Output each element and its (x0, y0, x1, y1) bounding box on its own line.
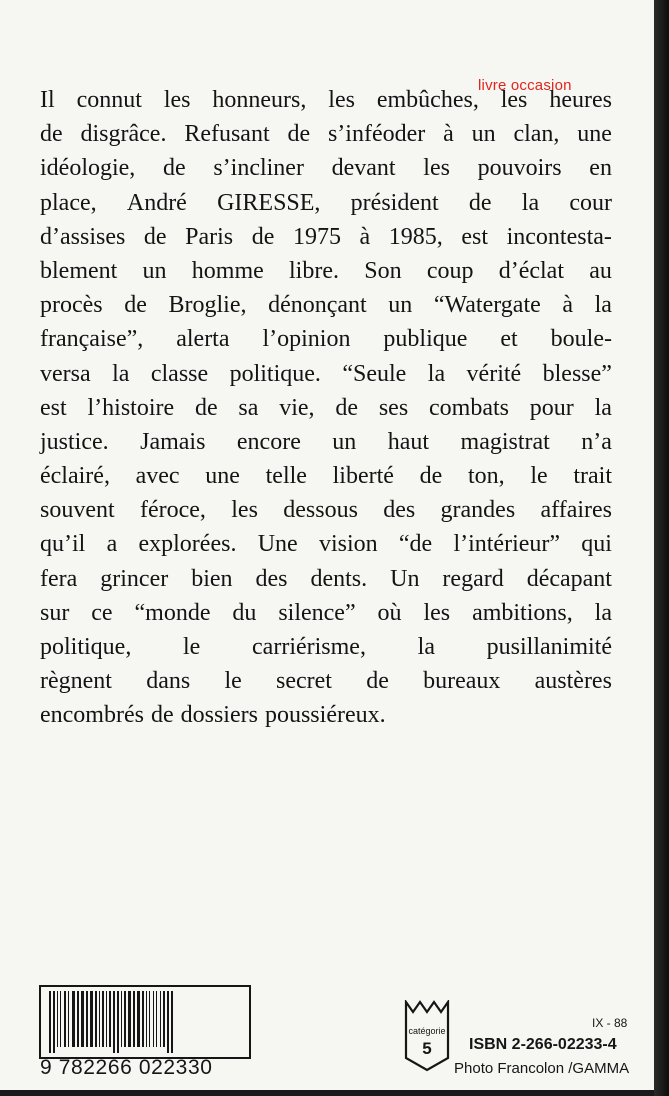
barcode-bar (133, 991, 135, 1047)
blurb-word: “Seule (342, 360, 407, 387)
blurb-word: de (143, 223, 167, 250)
blurb-word: au (589, 257, 612, 284)
blurb-line (40, 425, 612, 459)
blurb-word: en (589, 155, 612, 182)
blurb-word: politique, (40, 634, 132, 660)
blurb-word: fera (40, 565, 78, 592)
barcode-bar (153, 991, 154, 1047)
blurb-word: de (251, 223, 275, 250)
blurb-word: à (443, 121, 454, 148)
barcode-bar (77, 991, 79, 1047)
blurb-word: connut (76, 87, 142, 113)
blurb-word: bureaux (423, 668, 501, 695)
blurb-word: “Watergate (433, 292, 541, 319)
blurb-word: a (106, 531, 118, 558)
blurb-word: place, (40, 189, 97, 216)
blurb-word: 1975 (292, 223, 341, 250)
blurb-word: dossiers (180, 702, 258, 729)
blurb-word: de (419, 463, 443, 490)
barcode-bar (149, 991, 150, 1047)
blurb-word: pour (529, 394, 574, 421)
barcode-bar (102, 991, 104, 1047)
blurb-word: Il (40, 87, 55, 113)
blurb-word: de (150, 702, 174, 729)
blurb-word: un (388, 292, 413, 319)
blurb-word: homme (191, 257, 264, 284)
blurb-word: le (183, 634, 201, 660)
barcode-bar (163, 991, 165, 1047)
blurb-word: secret (276, 668, 332, 695)
blurb-word: les (500, 87, 528, 113)
blurb-word: éclairé, (40, 463, 110, 490)
barcode-bar (64, 991, 66, 1047)
barcode-bar (106, 991, 107, 1047)
blurb-word: le (224, 668, 242, 695)
barcode-bar (49, 991, 51, 1053)
category-shield-icon (404, 1000, 450, 1072)
blurb-line (40, 493, 612, 527)
barcode-number: 9 782266 022330 (40, 1056, 213, 1079)
blurb-word: versa (40, 360, 91, 387)
blurb-word: magistrat (460, 428, 550, 455)
barcode-bar (109, 991, 111, 1047)
blurb-word: bien (191, 565, 233, 592)
blurb-word: Jamais (140, 428, 206, 455)
barcode-bar (137, 991, 140, 1047)
blurb-word: pusillanimité (486, 634, 612, 660)
blurb-word: regard (442, 565, 504, 592)
blurb-word: de (287, 121, 311, 148)
blurb-word: blesse” (542, 360, 612, 387)
blurb-word: et (500, 326, 518, 353)
barcode-bar (128, 991, 131, 1047)
blurb-paragraph (40, 83, 612, 733)
blurb-word: cour (569, 189, 612, 216)
photo-credit: Photo Francolon /GAMMA (454, 1060, 630, 1077)
blurb-word: ton, (467, 463, 505, 490)
blurb-word: grincer (100, 565, 169, 592)
blurb-word: d’éclat (498, 257, 565, 284)
blurb-word: publique (383, 326, 468, 353)
blurb-word: grandes (440, 497, 516, 524)
barcode-bar (171, 991, 173, 1053)
blurb-word: sa (238, 394, 259, 421)
blurb-word: coup (426, 257, 474, 284)
blurb-word: ambitions, (472, 599, 573, 626)
blurb-word: s’incliner (213, 155, 304, 182)
barcode-bar (124, 991, 126, 1047)
blurb-word: ce (91, 599, 113, 626)
blurb-word: des (383, 497, 416, 524)
barcode-bar (60, 991, 61, 1047)
blurb-word: la (427, 360, 446, 387)
blurb-word: d’assises (40, 223, 126, 250)
blurb-line (40, 527, 612, 561)
blurb-word: la (594, 394, 612, 421)
blurb-word: une (577, 121, 612, 148)
blurb-word: l’histoire (87, 394, 175, 421)
blurb-word: de (162, 155, 186, 182)
blurb-word: encore (236, 428, 301, 455)
blurb-line (40, 322, 612, 356)
blurb-word: incontesta- (506, 223, 612, 250)
blurb-line (40, 254, 612, 288)
blurb-word: pouvoirs (477, 155, 562, 182)
blurb-word: vision (318, 531, 378, 558)
blurb-line (40, 83, 612, 117)
blurb-word: l’intérieur” (453, 531, 561, 558)
blurb-word: alerta (176, 326, 230, 353)
barcode-bar (57, 991, 58, 1047)
barcode-bar (121, 991, 122, 1047)
blurb-word: les (163, 87, 191, 113)
blurb-word: Son (364, 257, 402, 284)
category-label: catégorie (408, 1026, 446, 1036)
blurb-word: est (40, 394, 67, 421)
blurb-word: combats (429, 394, 509, 421)
blurb-word: heures (549, 87, 612, 113)
barcode-bar (142, 991, 144, 1047)
book-edge (654, 0, 669, 1096)
barcode-bar (160, 991, 161, 1047)
blurb-line (40, 186, 612, 220)
blurb-line (40, 288, 612, 322)
blurb-word: GIRESSE, (217, 189, 321, 216)
blurb-word: classe (150, 360, 209, 387)
blurb-word: française”, (40, 326, 144, 353)
blurb-word: encombrés (40, 702, 144, 729)
blurb-word: politique. (229, 360, 321, 387)
barcode-bar (68, 991, 69, 1047)
blurb-word: sur (40, 599, 70, 626)
blurb-word: la (521, 189, 540, 216)
category-badge (404, 1000, 450, 1072)
blurb-word: poussiéreux. (264, 702, 386, 729)
blurb-word: honneurs, (212, 87, 307, 113)
blurb-word: explorées. (138, 531, 237, 558)
blurb-line (40, 459, 612, 493)
blurb-word: l’opinion (262, 326, 351, 353)
blurb-word: Broglie, (168, 292, 247, 319)
blurb-word: telle (265, 463, 307, 490)
blurb-word: de (468, 189, 492, 216)
blurb-word: ses (378, 394, 409, 421)
blurb-line (40, 220, 612, 254)
blurb-word: boule- (550, 326, 612, 353)
series-code: IX - 88 (592, 1016, 628, 1030)
barcode-bar (53, 991, 55, 1053)
blurb-word: trait (573, 463, 612, 490)
blurb-word: la (594, 599, 612, 626)
blurb-word: souvent (40, 497, 115, 524)
blurb-word: haut (387, 428, 430, 455)
blurb-word: n’a (581, 428, 612, 455)
blurb-word: le (530, 463, 548, 490)
blurb-word: vérité (466, 360, 522, 387)
blurb-line (40, 391, 612, 425)
blurb-word: de (124, 292, 147, 319)
blurb-word: de (366, 668, 389, 695)
blurb-word: de (194, 394, 218, 421)
blurb-word: Une (257, 531, 298, 558)
blurb-word: carriérisme, (252, 634, 366, 660)
watermark-text: livre occasion (478, 77, 572, 94)
blurb-word: de (40, 121, 63, 148)
blurb-word: procès (40, 292, 103, 319)
blurb-word: règnent (40, 668, 112, 695)
blurb-line (40, 562, 612, 596)
barcode-bar (99, 991, 100, 1047)
blurb-word: idéologie, (40, 155, 136, 182)
blurb-word: la (112, 360, 130, 387)
blurb-word: Paris (185, 223, 234, 250)
blurb-word: austères (534, 668, 612, 695)
blurb-word: “de (398, 531, 433, 558)
blurb-line (40, 596, 612, 630)
blurb-word: 1985, (388, 223, 443, 250)
blurb-word: les (423, 599, 451, 626)
blurb-word: disgrâce. (80, 121, 167, 148)
barcode-bar (146, 991, 147, 1047)
blurb-word: à (359, 223, 371, 250)
blurb-line (40, 117, 612, 151)
blurb-word: les (231, 497, 258, 524)
blurb-word: avec (135, 463, 180, 490)
blurb-word: les (328, 87, 355, 113)
blurb-word: président (350, 189, 439, 216)
blurb-line (40, 630, 612, 664)
blurb-word: un (471, 121, 496, 148)
blurb-word: justice. (40, 428, 109, 455)
barcode-bar (113, 991, 115, 1053)
blurb-word: embûches, (376, 87, 479, 113)
blurb-word: qui (581, 531, 612, 558)
blurb-word: “monde (134, 599, 211, 626)
barcode-bar (81, 991, 84, 1047)
blurb-word: s’inféoder (327, 121, 426, 148)
blurb-word: dents. (310, 565, 368, 592)
blurb-word: silence” (278, 599, 356, 626)
blurb-word: affaires (540, 497, 612, 524)
barcode-bar (90, 991, 93, 1047)
blurb-word: blement (40, 257, 118, 284)
blurb-word: André (126, 189, 187, 216)
barcode-bar (117, 991, 119, 1053)
blurb-line (40, 151, 612, 185)
blurb-word: de (335, 394, 359, 421)
blurb-line (40, 357, 612, 391)
blurb-word: un (142, 257, 167, 284)
barcode-bar (156, 991, 157, 1047)
blurb-word: où (377, 599, 402, 626)
category-number: 5 (422, 1039, 432, 1058)
blurb-word: dénonçant (268, 292, 367, 319)
barcode-icon (39, 985, 251, 1059)
blurb-word: la (594, 292, 612, 319)
blurb-word: une (205, 463, 240, 490)
blurb-word: liberté (332, 463, 394, 490)
blurb-word: clan, (513, 121, 560, 148)
blurb-word: dessous (283, 497, 358, 524)
blurb-line (40, 664, 612, 698)
blurb-word: des (255, 565, 288, 592)
blurb-word: qu’il (40, 531, 86, 558)
barcode-bar (86, 991, 88, 1047)
blurb-line (40, 698, 612, 732)
blurb-word: du (232, 599, 257, 626)
blurb-word: décapant (526, 565, 612, 592)
blurb-word: dans (146, 668, 191, 695)
blurb-word: la (417, 634, 435, 660)
blurb-word: les (423, 155, 450, 182)
blurb-word: Un (390, 565, 420, 592)
barcode-bar (72, 991, 75, 1047)
blurb-word: vie, (279, 394, 315, 421)
isbn-number: ISBN 2-266-02233-4 (469, 1036, 617, 1053)
blurb-word: féroce, (139, 497, 206, 524)
blurb-word: devant (331, 155, 396, 182)
blurb-word: est (461, 223, 489, 250)
blurb-word: Refusant (184, 121, 270, 148)
barcode-bar (167, 991, 169, 1053)
blurb-word: à (562, 292, 574, 319)
blurb-word: libre. (289, 257, 339, 284)
blurb-word: un (332, 428, 357, 455)
barcode-bar (95, 991, 97, 1047)
